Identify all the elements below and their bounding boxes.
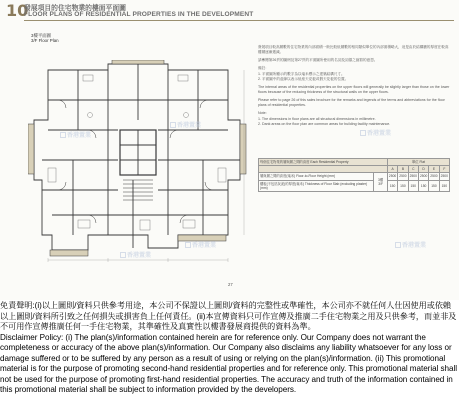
table-header-label: 每個住宅物業的層與層之間的高度 Each Residential Property — [259, 159, 388, 166]
table-cell: 2500 — [388, 174, 397, 179]
table-cell: 150 — [387, 180, 397, 191]
note-list-item: 1. 平面圖所顯示的數字為以毫米標示之建築結構尺寸。 — [258, 71, 345, 76]
section-number: 10 — [6, 1, 29, 20]
note-para2-en: Please refer to page 26 of this sales brochure for the remarks and legends of the terms and abbreviations for the floor plans of residential properties. — [258, 98, 445, 108]
table-cell: 150 — [429, 180, 439, 191]
table-cell: 2500 — [430, 174, 438, 179]
watermark-logo: 香港置業 — [395, 240, 426, 249]
disclaimer-en: Disclaimer Policy: (i) The plan(s)/information contained herein are for reference only. Our Company does not warrant the completeness or accuracy of the above plan(s)/information. Our Company also disclaims any liability whatsoever for any loss or damage suffered or to be suffered by any person as a result of using or relying on the plan(s)/information. (ii) This promotional material is for the purpose of promoting second-hand residential properties and for reference only. This promotional material shall not be used for the purpose of promoting first-hand residential properties. The accuracy and truth of the information contained in this promotional material shall be subject to information provided by the developers. — [0, 332, 457, 394]
table-cell: 150 — [418, 180, 428, 191]
row-label: 樓板(不包括灰泥)的厚度(毫米) Thickness of Floor Slab (excluding plaster) (mm) — [259, 180, 374, 191]
page-header — [0, 0, 459, 22]
watermark-logo: 香港置業 — [60, 130, 91, 139]
header-divider — [24, 20, 454, 21]
table-cell — [259, 166, 388, 173]
table-flat-a: A — [387, 166, 397, 173]
note-para1-zh: 發展項目較高層數的住宅物業的內部面積一般比較低層數的相同類似單位的內部面積略大，這是由於結構牆的厚度在較高樓層逐漸遞減。 — [258, 45, 449, 54]
disclaimer — [0, 301, 459, 396]
table-cell: 2500 — [409, 174, 417, 179]
table-flat-f: F — [439, 166, 449, 173]
note-list-item: 1. The dimensions in floor plans are all structural dimensions in millimetre. — [258, 116, 376, 121]
table-row — [259, 180, 450, 191]
note-list-item: 2. 平面圖中的虛線以表示低座天花板或假天花板的位置。 — [258, 77, 349, 82]
note-list-item: Note: — [258, 111, 267, 116]
table-cell: 150 — [398, 180, 408, 191]
disclaimer-zh: 免責聲明:(i)以上圖則/資料只供參考用途，本公司不保證以上圖則/資料的完整性或準確性，本公司亦不就任何人仕因使用或依賴以上圖則/資料所引致之任何損失或損害負上任何責任。(ii)本宣傳資料只可作宣傳及推廣二手住宅物業之用及只供參考，而並非及不可用作宣傳推廣任何一手住宅物業，其準確性及真實性以樓書發展商提供的資料為準。 — [0, 301, 457, 331]
table-cell: 150 — [439, 180, 449, 191]
floor-height-table — [258, 158, 450, 192]
watermark-logo: 香港置業 — [120, 250, 151, 259]
note-list-en — [258, 111, 450, 127]
watermark-logo: 香港置業 — [170, 120, 201, 129]
section-title-zh: 發展項目的住宅物業的樓面平面圖 — [24, 5, 126, 12]
table-cell: 2500 — [419, 174, 428, 179]
watermark-logo: 香港置業 — [360, 128, 391, 137]
row-label: 層與層之間的高度(毫米) Floor-to-Floor Height (mm) — [259, 173, 374, 180]
row-floor: 3樓 3/F — [374, 173, 388, 192]
page-number: 27 — [228, 282, 233, 287]
floor-label-zh: 3樓平面圖 — [31, 33, 52, 38]
floor-plan-label — [31, 33, 59, 44]
note-list-item: 備註： — [258, 66, 269, 70]
note-para1-en: The internal areas of the residential properties on the upper floors will generally be slightly larger than those on the lower floors because of the reducing thickness of the structural walls on the upper floors. — [258, 85, 450, 95]
note-list-zh — [258, 66, 450, 82]
table-flat-c: C — [408, 166, 418, 173]
floor-label-en: 3/F Floor Plan — [31, 38, 59, 44]
table-cell: 150 — [408, 180, 418, 191]
table-flat-b: B — [398, 166, 408, 173]
table-flat-e: E — [429, 166, 439, 173]
floor-plan-notes — [258, 45, 450, 128]
table-cell: 2500 — [440, 174, 448, 179]
watermark-logo: 香港置業 — [185, 240, 216, 249]
table-header-flat: 單位 Flat — [387, 159, 449, 166]
note-para2-zh: 請參閱第26頁的圖例及第27頁的平面圖所使用的名詞及詞彙之縮寫的意思。 — [258, 58, 378, 62]
table-flat-d: D — [418, 166, 428, 173]
table-row — [259, 173, 450, 180]
table-cell: 2500 — [399, 174, 407, 179]
section-title-en: FLOOR PLANS OF RESIDENTIAL PROPERTIES IN THE DEVELOPMENT — [24, 11, 254, 18]
note-list-item: 2. Dank areas on the floor plan are common areas for building facility maintenance. — [258, 122, 391, 127]
